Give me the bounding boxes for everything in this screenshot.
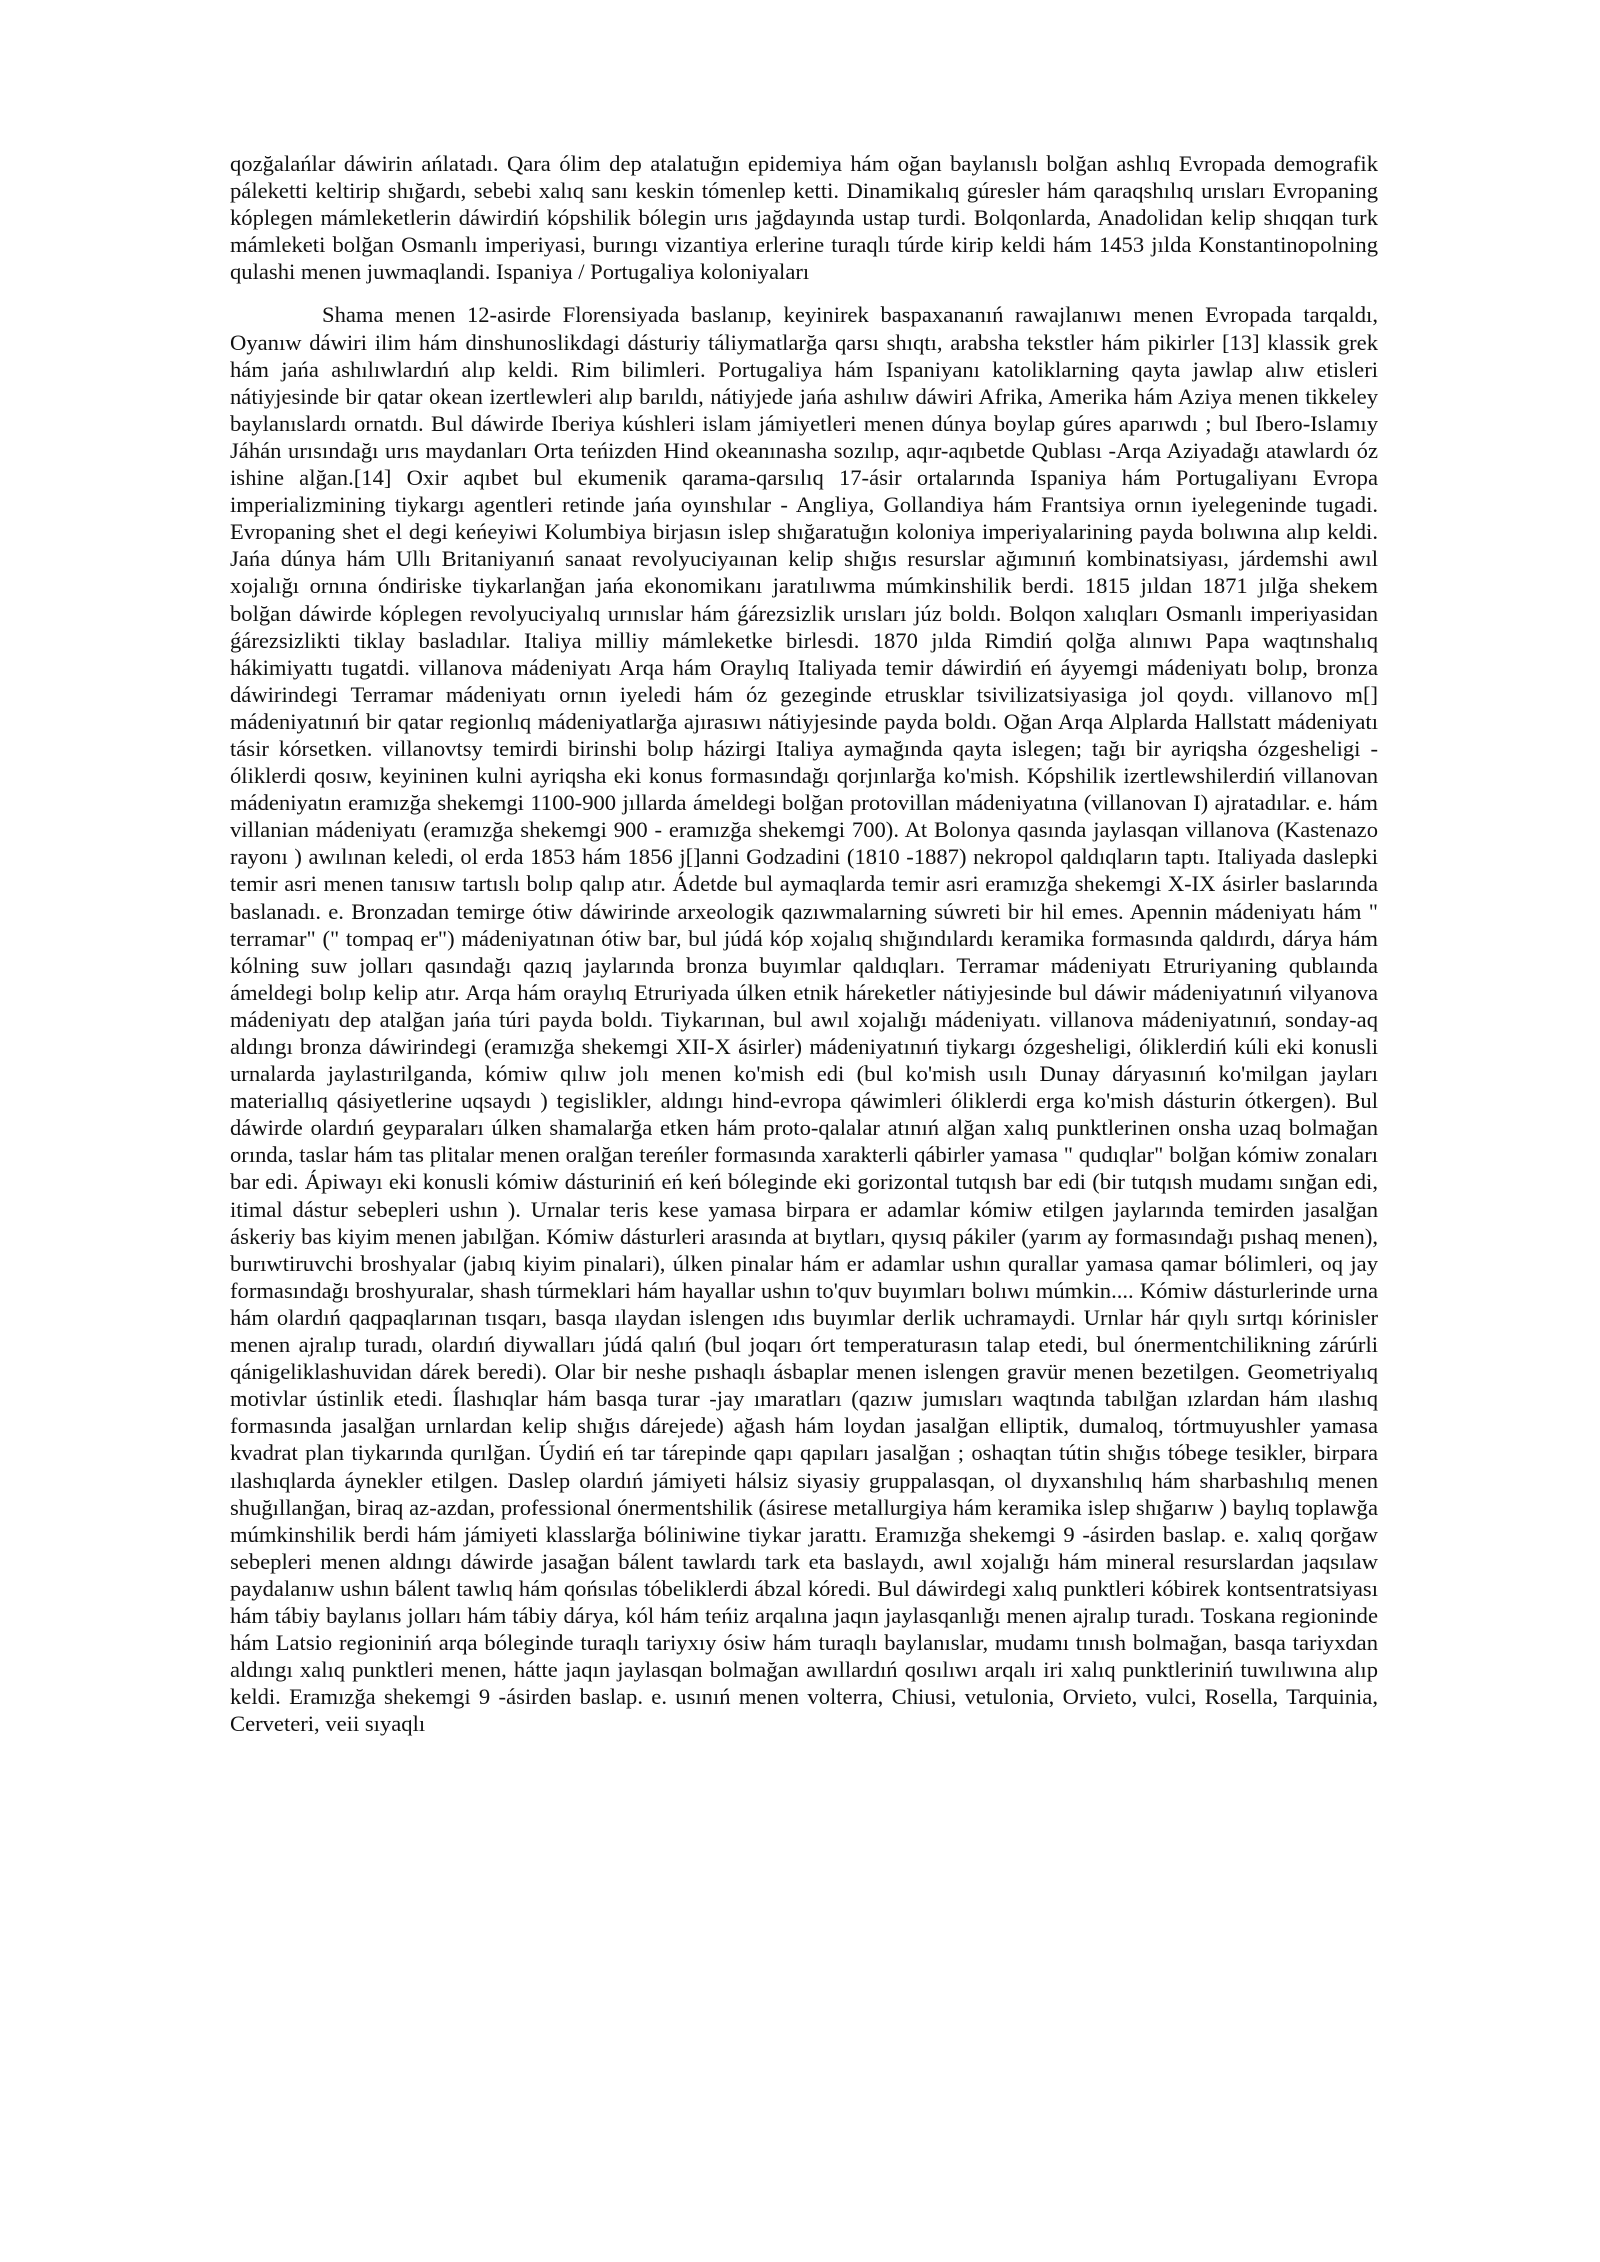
paragraph-main: Shama menen 12-asirde Florensiyada baslanıp, keyinirek baspaxananıń rawajlanıwı menen Evropada tarqaldı, Oyanıw dáwiri ilim hám dinshunoslikdagi dásturiy táliymatlarğa qarsı shıqtı, arabsha tekstler hám pikirler [13] klassik grek hám jańa ashılıwlardıń alıp keldi. Rim bilimleri. Portugaliya hám Ispaniyanı katoliklarning qayta jawlap alıw etisleri nátiyjesinde bir qatar okean izertlewleri alıp barıldı, nátiyjede jańa ashılıw dáwiri Afrika, Amerika hám Aziya menen tikkeley baylanıslardı ornatdı. Bul dáwirde Iberiya kúshleri islam jámiyetleri menen dúnya boylap gúres aparıwdı ; bul Ibero-Islamıy Jáhán urısındağı urıs maydanları Orta teńizden Hind okeanınasha sozılıp, aqır-aqıbetde Qublası -Arqa Aziyadağı atawlardı óz ishine alğan.[14] Oxir aqıbet bul ekumenik qarama-qarsılıq 17-ásir ortalarında Ispaniya hám Portugaliyanı Evropa imperializmining tiykargı agentleri retinde jańa oyınshılar - Angliya, Gollandiya hám Frantsiya ornın iyelegeninde tugadi. Evropaning shet el degi keńeyiwi Kolumbiya birjasın islep shığaratuğın koloniya imperiyalarining payda bolıwına alıp keldi. Jańa dúnya hám Ullı Britaniyanıń sanaat revolyuciyaınan kelip shığıs resurslar ağımınıń kombinatsiyası, járdemshi awıl xojalığı ornına óndiriske tiykarlanğan jańa ekonomikanı jaratılıwma múmkinshilik berdi. 1815 jıldan 1871 jılğa shekem bolğan dáwirde kóplegen revolyuciyalıq urınıslar hám ǵárezsizlik urısları júz boldı. Bolqon xalıqları Osmanlı imperiyasidan ǵárezsizlikti tiklay basladılar. Italiya milliy mámleketke birlesdi. 1870 jılda Rimdiń qolğa alınıwı Papa waqtınshalıq hákimiyattı tugatdi. villanova mádeniyatı Arqa hám Oraylıq Italiyada temir dáwirdiń eń áyyemgi mádeniyatı bolıp, bronza dáwirindegi Terramar mádeniyatı ornın iyeledi hám óz gezeginde etrusklar tsivilizatsiyasiga jol qoydı. villanovo m[] mádeniyatınıń bir qatar regionlıq mádeniyatlarğa ajırasıwı nátiyjesinde payda boldı. Oğan Arqa Alplarda Hallstatt mádeniyatı tásir kórsetken. villanovtsy temirdi birinshi bolıp házirgi Italiya aymağında qayta islegen; tağı bir ayriqsha ózgesheligi - óliklerdi qosıw, keyininen kulni ayriqsha eki konus formasındağı qorjınlarğa ko'mish. Kópshilik izertlewshilerdiń villanovan mádeniyatın eramızğa shekemgi 1100-900 jıllarda ámeldegi bolğan protovillan mádeniyatına (villanovan I) ajratadılar. e. hám villanian mádeniyatı (eramızğa shekemgi 900 - eramızğa shekemgi 700). At Bolonya qasında jaylasqan villanova (Kastenazo rayonı ) awılınan keledi, ol erda 1853 hám 1856 j[]anni Godzadini (1810 -1887) nekropol qaldıqların taptı. Italiyada daslepki temir asri menen tanısıw tartıslı bolıp qalıp atır. Ádetde bul aymaqlarda temir asri eramızğa shekemgi X-IX ásirler baslarında baslanadı. e. Bronzadan temirge ótiw dáwirinde arxeologik qazıwmalarning súwreti bir hil emes. Apennin mádeniyatı hám " terramar" (" tompaq er") mádeniyatınan ótiw bar, bul júdá kóp xojalıq shığındılardı keramika formasında qaldırdı, dárya hám kólning suw jolları qasındağı qazıq jaylarında bronza buyımlar qaldıqları. Terramar mádeniyatı Etruriyaning qublaında ámeldegi bolıp kelip atır. Arqa hám oraylıq Etruriyada úlken etnik háreketler nátiyjesinde bul dáwir mádeniyatınıń vilyanova mádeniyatı dep atalğan jańa túri payda boldı. Tiykarınan, bul awıl xojalığı mádeniyatı. villanova mádeniyatınıń, sonday-aq aldıngı bronza dáwirindegi (eramızğa shekemgi XII-X ásirler) mádeniyatınıń tiykargı ózgesheligi, óliklerdiń kúli eki konusli urnalarda jaylastırilganda, kómiw qılıw jolı menen ko'mish edi (bul ko'mish usılı Dunay dáryasınıń ko'milgan jayları materiallıq qásiyetlerine uqsaydı ) tegislikler, aldıngı hind-evropa qáwimleri óliklerdi erga ko'mish dásturin ótkergen). Bul dáwirde olardıń geyparaları úlken shamalarğa etken hám proto-qalalar atınıń alğan xalıq punktlerinen onsha uzaq bolmağan orında, taslar hám tas plitalar menen oralğan tereńler formasında xarakterli qábirler yamasa " qudıqlar" bolğan kómiw zonaları bar edi. Ápiwayı eki konusli kómiw dásturiniń eń keń bóleginde eki gorizontal tutqısh bar edi (bir tutqısh mudamı sınğan edi, itimal dástur sebepleri ushın ). Urnalar teris kese yamasa birpara er adamlar kómiw etilgen jaylarında temirden jasalğan áskeriy bas kiyim menen jabılğan. Kómiw dásturleri arasında at bıytları, qıysıq pákiler (yarım ay formasındağı pıshaq menen), burıwtiruvchi broshyalar (jabıq kiyim pinalari), úlken pinalar hám er adamlar ushın qurallar yamasa qamar bólimleri, oq jay formasındağı broshyuralar, shash túrmeklari hám hayallar ushın to'quv buyımları bolıwı múmkin.... Kómiw dásturlerinde urna hám olardıń qaqpaqlarınan tısqarı, basqa ılaydan islengen ıdıs buyımlar derlik uchramaydi. Urnlar hár qıylı sırtqı kórinisler menen ajralıp turadı, olardıń diywalları júdá qalıń (bul joqarı órt temperaturasın talap etedi, bul ónermentchilikning zárúrli qánigeliklashuvidan dárek beredi). Olar bir neshe pıshaqlı ásbaplar menen islengen gravür menen bezetilgen. Geometriyalıq motivlar ústinlik etedi. Ílashıqlar hám basqa turar -jay ımaratları (qazıw jumısları waqtında tabılğan ızlardan hám ılashıq formasında jasalğan urnlardan kelip shığıs dárejede) ağash hám loydan jasalğan elliptik, dumaloq, tórtmuyushler yamasa kvadrat plan tiykarında qurılğan. Úydiń eń tar tárepinde qapı qapıları jasalğan ; oshaqtan tútin shığıs tóbege tesikler, birpara ılashıqlarda áynekler etilgen. Daslep olardıń jámiyeti hálsiz siyasiy gruppalasqan, ol dıyxanshılıq hám sharbashılıq menen shuğıllanğan, biraq az-azdan, professional ónermentshilik (ásirese metallurgiya hám keramika islep shığarıw ) baylıq toplawğa múmkinshilik berdi hám jámiyeti klasslarğa bóliniwine tiykar jarattı. Eramızğa shekemgi 9 -ásirden baslap. e. xalıq qorğaw sebepleri menen aldıngı dáwirde jasağan bálent tawlardı tark eta baslaydı, awıl xojalığı hám mineral resurslardan jaqsılaw paydalanıw ushın bálent tawlıq hám qońsılas tóbeliklerdi ábzal kóredi. Bul dáwirdegi xalıq punktleri kóbirek kontsentratsiyası hám tábiy baylanıs jolları hám tábiy dárya, kól hám teńiz arqalına jaqın jaylasqanlığı menen ajralıp turadı. Toskana regioninde hám Latsio regioniniń arqa bóleginde turaqlı tariyxıy ósiw hám turaqlı baylanıslar, mudamı tınısh bolmağan, basqa tariyxdan aldıngı xalıq punktleri menen, hátte jaqın jaylasqan bolmağan awıllardıń qosılıwı arqalı iri xalıq punktleriniń tuwılıwına alıp keldi. Eramızğa shekemgi 9 -ásirden baslap. e. usınıń menen volterra, Chiusi, vetulonia, Orvieto, vulci, Rosella, Tarquinia, Cerveteri, veii sıyaqlı (230, 302, 1378, 1737)
document-page (230, 150, 1378, 1737)
paragraph-intro: qozğalańlar dáwirin ańlatadı. Qara ólim dep atalatuğın epidemiya hám oğan baylanıslı bolğan ashlıq Evropada demografik páleketti keltirip shığardı, sebebi xalıq sanı keskin tómenlep ketti. Dinamikalıq gúresler hám qaraqshılıq urısları Evropaning kóplegen mámleketlerin dáwirdiń kópshilik bólegin urıs jağdayında ustap turdi. Bolqonlarda, Anadolidan kelip shıqqan turk mámleketi bolğan Osmanlı imperiyasi, burıngı vizantiya erlerine turaqlı túrde kirip keldi hám 1453 jılda Konstantinopolning qulashi menen juwmaqlandi. Ispaniya / Portugaliya koloniyaları (230, 151, 1378, 285)
